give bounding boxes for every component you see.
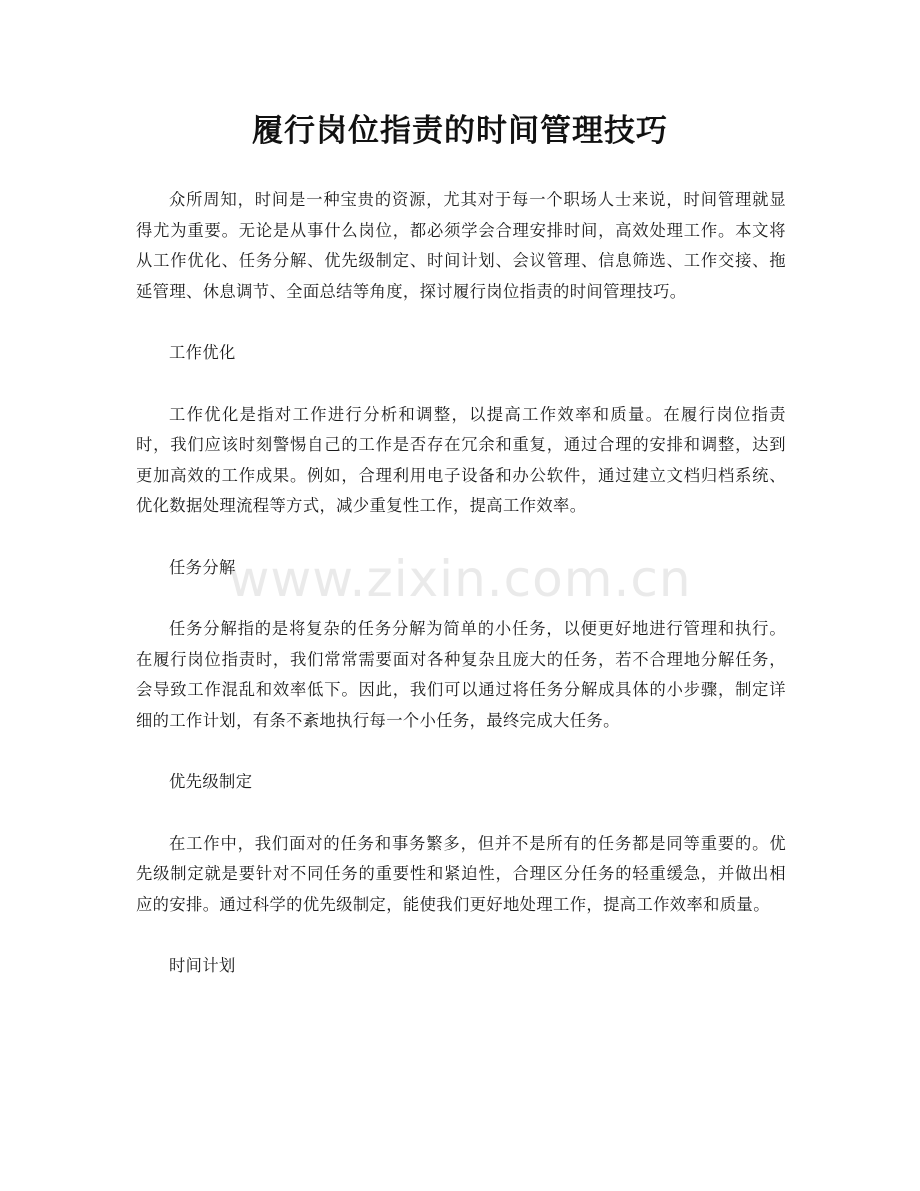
watermark: www.zixin.com.cn [228, 550, 692, 608]
section-heading: 任务分解 [169, 557, 236, 577]
section-heading: 工作优化 [169, 343, 236, 362]
intro-paragraph: 众所周知，时间是一种宝贵的资源，尤其对于每一个职场人士来说，时间管理就显得尤为重要。无论是从事什么岗位，都必须学会合理安排时间，高效处理工作。本文将从工作优化、任务分解、优先级制定、时间计划、会议管理、信息筛选、工作交接、拖延管理、休息调节、全面总结等角度，探讨履行岗位指责的时间管理技巧。 [136, 190, 786, 301]
section-paragraph: 任务分解指的是将复杂的任务分解为简单的小任务，以便更好地进行管理和执行。在履行岗位指责时，我们常常需要面对各种复杂且庞大的任务，若不合理地分解任务，会导致工作混乱和效率低下。因此，我们可以通过将任务分解成具体的小步骤，制定详细的工作计划，有条不紊地执行每一个小任务，最终完成大任务。 [136, 619, 786, 730]
section-paragraph: 工作优化是指对工作进行分析和调整，以提高工作效率和质量。在履行岗位指责时，我们应该时刻警惕自己的工作是否存在冗余和重复，通过合理的安排和调整，达到更加高效的工作成果。例如，合理利用电子设备和办公软件，通过建立文档归档系统、优化数据处理流程等方式，减少重复性工作，提高工作效率。 [136, 404, 786, 515]
section-heading: 时间计划 [169, 956, 236, 975]
section-paragraph: 在工作中，我们面对的任务和事务繁多，但并不是所有的任务都是同等重要的。优先级制定就是要针对不同任务的重要性和紧迫性，合理区分任务的轻重缓急，并做出相应的安排。通过科学的优先级制定，能使我们更好地处理工作，提高工作效率和质量。 [136, 833, 786, 914]
document-body [136, 185, 786, 982]
document-title: 履行岗位指责的时间管理技巧 [252, 113, 668, 149]
section-heading: 优先级制定 [169, 772, 253, 791]
